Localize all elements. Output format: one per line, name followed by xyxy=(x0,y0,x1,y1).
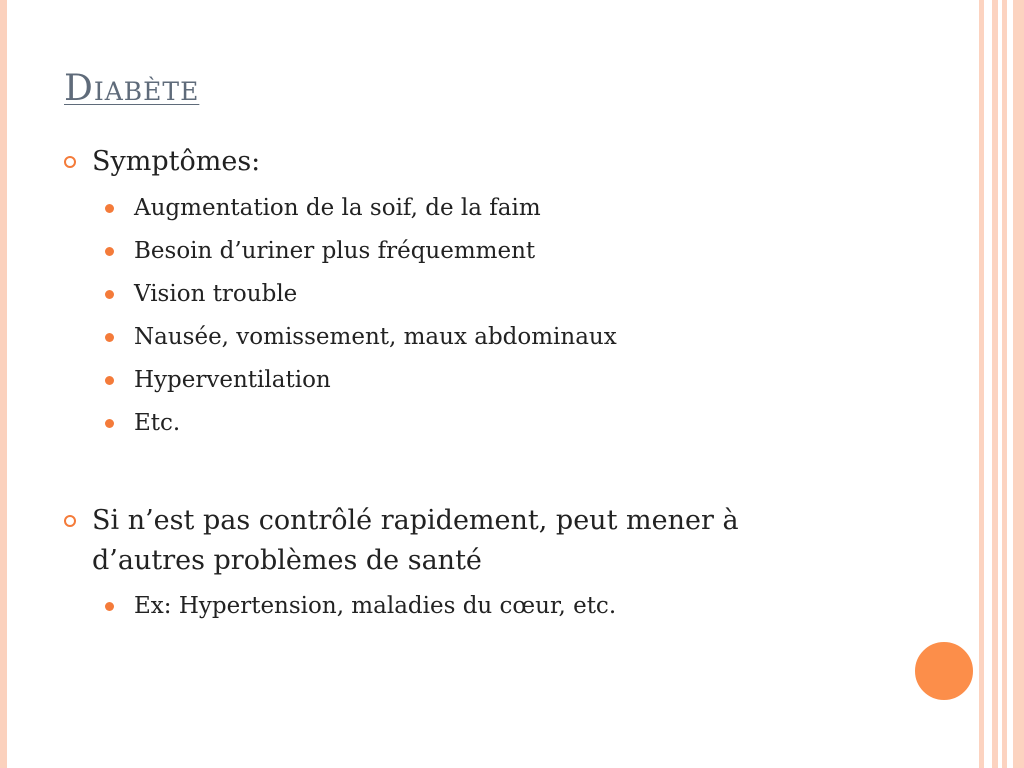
bullet-symptoms xyxy=(64,142,852,182)
dot-bullet-icon xyxy=(105,602,114,611)
list-item xyxy=(105,365,331,395)
dot-bullet-icon xyxy=(105,333,114,342)
list-item xyxy=(105,591,616,621)
slide-title: Diabète xyxy=(64,68,200,109)
list-item-text: Hyperventilation xyxy=(134,367,331,393)
dot-bullet-icon xyxy=(105,247,114,256)
right-border-stripe xyxy=(1013,0,1024,768)
list-item xyxy=(105,236,535,266)
list-item xyxy=(105,322,617,352)
ring-bullet-icon xyxy=(64,156,76,168)
list-item-text: Vision trouble xyxy=(134,281,298,307)
list-item-text: Ex: Hypertension, maladies du cœur, etc. xyxy=(134,593,617,619)
dot-bullet-icon xyxy=(105,290,114,299)
list-item-text: Besoin d’uriner plus fréquemment xyxy=(134,238,536,264)
list-item xyxy=(105,193,541,223)
bullet-heading: Symptômes: xyxy=(92,146,261,177)
left-border-stripe xyxy=(0,0,7,768)
list-item-text: Etc. xyxy=(134,410,181,436)
dot-bullet-icon xyxy=(105,204,114,213)
list-item-text: Nausée, vomissement, maux abdominaux xyxy=(134,324,617,350)
dot-bullet-icon xyxy=(105,376,114,385)
list-item xyxy=(105,279,297,309)
decorative-orange-circle xyxy=(913,640,975,702)
right-border-gap xyxy=(984,0,992,768)
dot-bullet-icon xyxy=(105,419,114,428)
list-item xyxy=(105,408,180,438)
list-item-text: Augmentation de la soif, de la faim xyxy=(134,195,541,221)
bullet-heading: Si n’est pas contrôlé rapidement, peut mener à d’autres problèmes de santé xyxy=(92,505,739,576)
ring-bullet-icon xyxy=(64,515,76,527)
bullet-complications xyxy=(64,501,852,581)
